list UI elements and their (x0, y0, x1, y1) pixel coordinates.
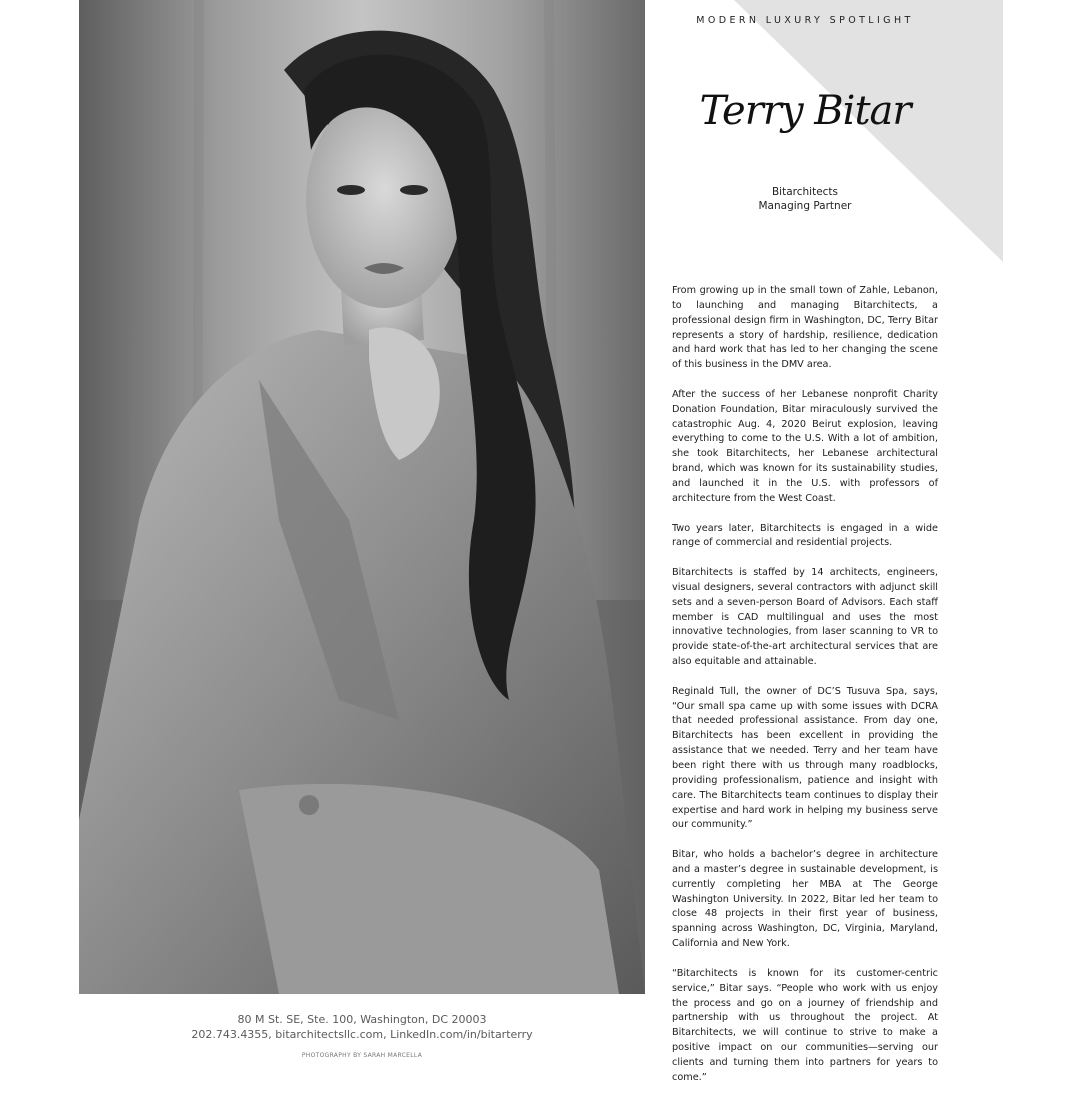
profile-title: Managing Partner (758, 200, 852, 212)
article-paragraph: Reginald Tull, the owner of DC’S Tusuva Spa, says, “Our small spa came up with some issues with DCRA that needed professional assistance. From day one, Bitarchitects has been excellent in providing the assistance that we needed. Terry and her team have been right there with us through many roadblocks, providing professionalism, patience and insight with care. The Bitarchitects team continues to display their expertise and hard work in helping my business serve our community.” (672, 685, 938, 831)
portrait-illustration (79, 0, 645, 994)
portrait-photo (79, 0, 645, 994)
photo-credit: PHOTOGRAPHY BY SARAH MARCELLA (301, 1052, 423, 1059)
section-kicker: MODERN LUXURY SPOTLIGHT (696, 15, 914, 26)
contact-line: 202.743.4355, bitarchitectsllc.com, LinkedIn.com/in/bitarterry (191, 1028, 533, 1041)
profile-name: Terry Bitar (699, 88, 911, 134)
profile-company: Bitarchitects (771, 186, 839, 198)
address-line: 80 M St. SE, Ste. 100, Washington, DC 20003 (237, 1013, 487, 1026)
article-paragraph: Bitar, who holds a bachelor’s degree in architecture and a master’s degree in sustainable development, is currently completing her MBA at The George Washington University. In 2022, Bitar led her team to close 48 projects in their first year of business, spanning across Washington, DC, Virginia, Maryland, California and New York. (672, 849, 938, 950)
article-paragraph: After the success of her Lebanese nonprofit Charity Donation Foundation, Bitar miraculously survived the catastrophic Aug. 4, 2020 Beirut explosion, leaving everything to come to the U.S. With a lot of ambition, she took Bitarchitects, her Lebanese architectural brand, which was known for its sustainability studies, and launched it in the U.S. with professors of architecture from the West Coast. (672, 388, 938, 504)
article-body (672, 284, 938, 1100)
article-paragraph: From growing up in the small town of Zahle, Lebanon, to launching and managing Bitarchitects, a professional design firm in Washington, DC, Terry Bitar represents a story of hardship, resilience, dedication and hard work that has led to her changing the scene of this business in the DMV area. (672, 285, 938, 371)
article-paragraph: “Bitarchitects is known for its customer-centric service,” Bitar says. “People who work with us enjoy the process and go on a journey of friendship and partnership with us throughout the project. At Bitarchitects, we will continue to strive to make a positive impact on our communities—serving our clients and turning them into partners for years to come.” (672, 967, 938, 1083)
article-paragraph: Two years later, Bitarchitects is engaged in a wide range of commercial and residential projects. (672, 522, 938, 549)
article-paragraph: Bitarchitects is staffed by 14 architects, engineers, visual designers, several contractors with adjunct skill sets and a seven-person Board of Advisors. Each staff member is CAD multilingual and uses the most innovative technologies, from laser scanning to VR to provide state-of-the-art architectural services that are also equitable and attainable. (672, 567, 938, 668)
